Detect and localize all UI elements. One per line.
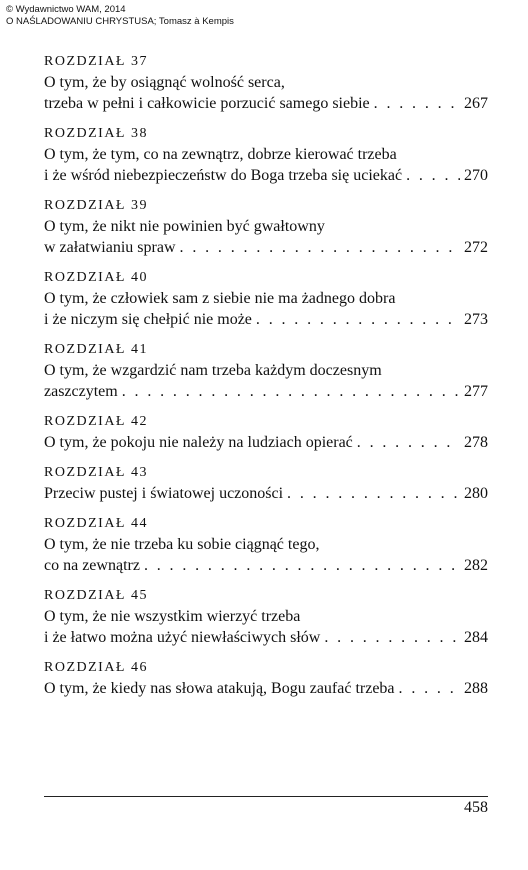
chapter-heading: ROZDZIAŁ 40 [44, 270, 148, 285]
chapter-title-line [44, 381, 488, 402]
chapter-page-number: 288 [464, 680, 488, 697]
chapter-title-line [44, 483, 488, 504]
chapter-title-text: O tym, że nie trzeba ku sobie ciągnąć tego, [44, 536, 320, 553]
chapter-title-line [44, 432, 488, 453]
chapter-page-number: 278 [464, 434, 488, 451]
chapter-page-number: 267 [464, 95, 488, 112]
toc-entry [44, 268, 488, 330]
chapter-heading: ROZDZIAŁ 45 [44, 588, 148, 603]
toc-entry [44, 412, 488, 453]
chapter-title-line [44, 72, 488, 93]
chapter-heading: ROZDZIAŁ 44 [44, 516, 148, 531]
toc-entry [44, 658, 488, 699]
chapter-heading: ROZDZIAŁ 42 [44, 414, 148, 429]
dot-leader [406, 165, 460, 186]
dot-leader [287, 483, 460, 504]
chapter-heading: ROZDZIAŁ 38 [44, 126, 148, 141]
chapter-title-text: O tym, że nikt nie powinien być gwałtowny [44, 218, 325, 235]
dot-leader [399, 678, 460, 699]
chapter-title-text: O tym, że nie wszystkim wierzyć trzeba [44, 608, 301, 625]
chapter-title-text: O tym, że kiedy nas słowa atakują, Bogu zaufać trzeba [44, 680, 395, 697]
chapter-title-text: O tym, że pokoju nie należy na ludziach opierać [44, 434, 353, 451]
chapter-title-line [44, 165, 488, 186]
chapter-page-number: 270 [464, 167, 488, 184]
toc-entry [44, 196, 488, 258]
chapter-heading: ROZDZIAŁ 43 [44, 465, 148, 480]
chapter-title-text: w załatwianiu spraw [44, 239, 176, 256]
chapter-title-text: i że niczym się chełpić nie może [44, 311, 252, 328]
chapter-title-line [44, 144, 488, 165]
chapter-page-number: 282 [464, 557, 488, 574]
copyright-book-title: O NAŚLADOWANIU CHRYSTUSA; Tomasz à Kempis [6, 16, 234, 27]
chapter-title-text: trzeba w pełni i całkowicie porzucić samego siebie [44, 95, 370, 112]
toc-entry [44, 586, 488, 648]
copyright-notice [6, 4, 234, 28]
toc-entry [44, 52, 488, 114]
chapter-page-number: 272 [464, 239, 488, 256]
chapter-heading: ROZDZIAŁ 41 [44, 342, 148, 357]
chapter-heading: ROZDZIAŁ 39 [44, 198, 148, 213]
toc-entry [44, 514, 488, 576]
toc-entry [44, 124, 488, 186]
chapter-title-text: O tym, że tym, co na zewnątrz, dobrze kierować trzeba [44, 146, 397, 163]
chapter-page-number: 273 [464, 311, 488, 328]
dot-leader [256, 309, 460, 330]
chapter-title-text: O tym, że człowiek sam z siebie nie ma żadnego dobra [44, 290, 396, 307]
chapter-heading: ROZDZIAŁ 37 [44, 54, 148, 69]
dot-leader [144, 555, 460, 576]
dot-leader [122, 381, 460, 402]
chapter-title-text: i że łatwo można użyć niewłaściwych słów [44, 629, 321, 646]
toc-entry [44, 340, 488, 402]
chapter-title-line [44, 627, 488, 648]
chapter-title-line [44, 534, 488, 555]
footer-rule [44, 796, 488, 797]
chapter-title-text: i że wśród niebezpieczeństw do Boga trzeba się uciekać [44, 167, 403, 184]
dot-leader [180, 237, 460, 258]
page-number: 458 [464, 799, 488, 816]
toc-entry [44, 463, 488, 504]
chapter-title-text: O tym, że by osiągnąć wolność serca, [44, 74, 285, 91]
chapter-title-line [44, 360, 488, 381]
chapter-title-line [44, 237, 488, 258]
chapter-title-line [44, 216, 488, 237]
chapter-page-number: 277 [464, 383, 488, 400]
copyright-publisher: © Wydawnictwo WAM, 2014 [6, 4, 126, 15]
chapter-title-line [44, 678, 488, 699]
chapter-title-line [44, 288, 488, 309]
chapter-page-number: 280 [464, 485, 488, 502]
chapter-title-line [44, 93, 488, 114]
chapter-page-number: 284 [464, 629, 488, 646]
chapter-title-text: co na zewnątrz [44, 557, 140, 574]
chapter-heading: ROZDZIAŁ 46 [44, 660, 148, 675]
chapter-title-text: Przeciw pustej i światowej uczoności [44, 485, 284, 502]
dot-leader [374, 93, 460, 114]
table-of-contents [44, 52, 488, 709]
chapter-title-text: zaszczytem [44, 383, 118, 400]
chapter-title-line [44, 606, 488, 627]
chapter-title-line [44, 555, 488, 576]
dot-leader [324, 627, 460, 648]
chapter-title-line [44, 309, 488, 330]
chapter-title-text: O tym, że wzgardzić nam trzeba każdym doczesnym [44, 362, 382, 379]
dot-leader [357, 432, 460, 453]
